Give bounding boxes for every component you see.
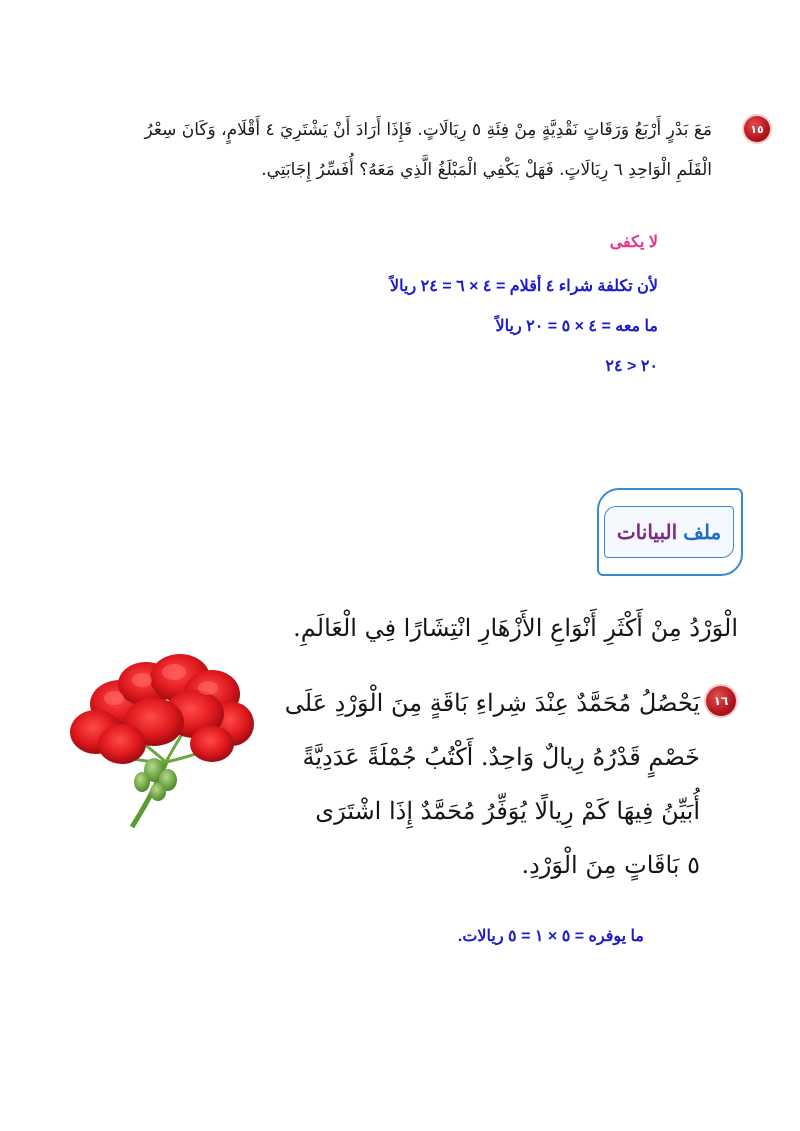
data-file-word-1: ملف [683, 521, 722, 544]
problem-15-line-1: مَعَ بَدْرٍ أَرْبَعُ وَرَقَاتٍ نَقْدِيَّةٍ مِنْ فِئَةِ ٥ رِيَالَاتٍ. فَإِذَا أَرَادَ أَنْ يَشْتَرِيَ ٤ أَقْلَامٍ، وَكَانَ سِعْرُ [144, 120, 712, 140]
problem-15-text [72, 110, 712, 190]
problem-16-line-1: يَحْصُلُ مُحَمَّدٌ عِنْدَ شِراءِ بَاقَةٍ مِنَ الْوَرْدِ عَلَى [284, 689, 700, 717]
problem-15-line-2: الْقَلَمِ الْوَاحِدِ ٦ رِيَالَاتٍ. فَهَلْ يَكْفِي الْمَبْلَغُ الَّذِي مَعَهُ؟ أُفَسِّرُ إِجَابَتِي. [261, 160, 712, 180]
intro-sentence: الْوَرْدُ مِنْ أَكْثَرِ أَنْوَاعِ الأَزْهَارِ انْتِشَارًا فِي الْعَالَمِ. [293, 614, 738, 642]
problem-number-badge: ١٦ [706, 686, 736, 716]
problem-16-line-4: ٥ بَاقَاتٍ مِنَ الْوَرْدِ. [521, 851, 700, 879]
problem-16-text [250, 676, 700, 892]
answer-15-verdict: لا يكفى [609, 234, 658, 251]
problem-16-line-3: أُبَيِّنُ فِيهَا كَمْ رِيالًا يُوَفِّرُ مُحَمَّدٌ إِذَا اشْتَرَى [315, 797, 700, 825]
data-file-word-2: البيانات [616, 521, 678, 544]
answer-16: ما يوفره = ٥ × ١ = ٥ ريالات. [457, 928, 644, 945]
answer-15-line-3: ٢٠ < ٢٤ [605, 358, 658, 375]
answer-15-line-2: ما معه = ٤ × ٥ = ٢٠ ريالاً [495, 318, 658, 335]
red-geranium-flower-image [62, 632, 258, 832]
answer-15-line-1: لأن تكلفة شراء ٤ أقلام = ٤ × ٦ = ٢٤ ريالاً [390, 278, 658, 295]
problem-16-line-2: خَصْمٍ قَدْرُهُ رِيالٌ وَاحِدٌ. أَكْتُبُ جُمْلَةً عَدَدِيَّةً [302, 743, 700, 771]
data-file-title [604, 506, 734, 558]
problem-number-badge: ١٥ [744, 116, 770, 142]
